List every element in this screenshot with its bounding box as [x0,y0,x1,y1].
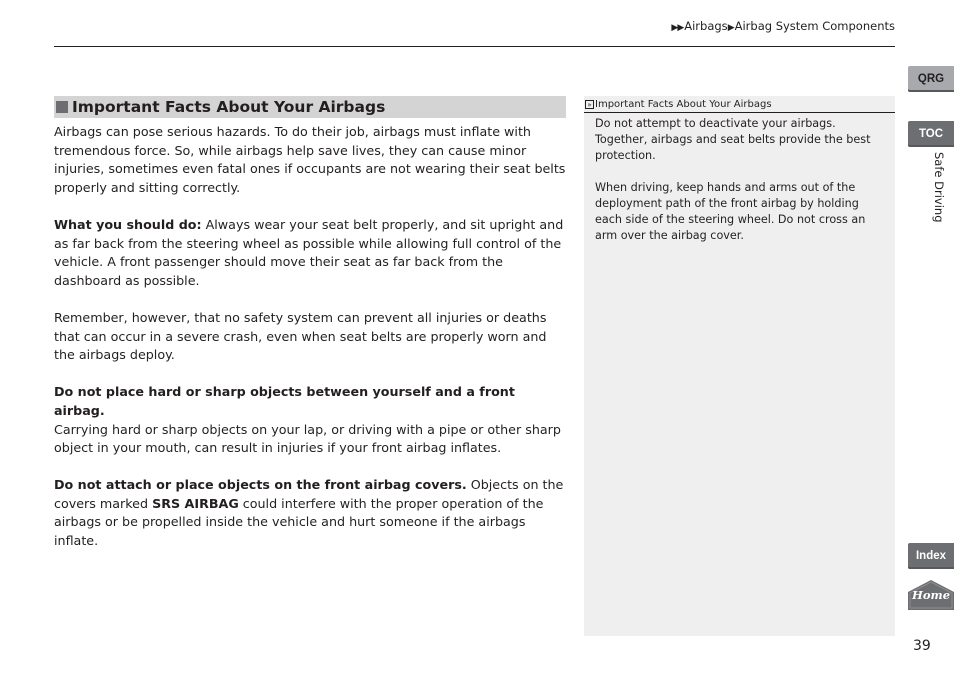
chapter-label: Safe Driving [932,152,946,223]
index-tab[interactable]: Index [908,543,954,569]
sharp-objects-text: Carrying hard or sharp objects on your lap, or driving with a pipe or other sharp object in your mouth, can result in injuries if your front airbag inflates. [54,421,561,456]
paragraph-what-to-do [54,216,566,290]
what-to-do-heading: What you should do: [54,216,202,232]
home-label: Home [911,588,951,602]
srs-airbag-label: SRS AIRBAG [152,495,239,511]
breadcrumb [671,19,895,33]
breadcrumb-airbags[interactable]: Airbags [684,19,728,33]
sidebar-heading-text: Important Facts About Your Airbags [595,98,772,110]
reference-arrow-icon: » [585,100,594,109]
sidebar-heading[interactable] [584,96,895,113]
airbag-covers-heading: Do not attach or place objects on the front airbag covers. [54,477,467,493]
paragraph-remember: Remember, however, that no safety system can prevent all injuries or deaths that can occur in a severe crash, even when seat belts are properly worn and the airbags deploy. [54,309,547,363]
sidebar-note [584,96,895,636]
breadcrumb-current: Airbag System Components [734,19,895,33]
sidebar-paragraph-hands: When driving, keep hands and arms out of the deployment path of the front airbag by holding each side of the steering wheel. Do not cross an arm over the airbag cover. [595,181,866,242]
section-header [54,96,566,118]
paragraph-airbag-covers [54,476,566,550]
paragraph-hazards: Airbags can pose serious hazards. To do their job, airbags must inflate with tremendous force. So, while airbags help save lives, they can cause minor injuries, sometimes even fatal ones if occupants are not wearing their seat belts properly and sitting correctly. [54,124,566,195]
toc-tab[interactable]: TOC [908,121,954,147]
section-square-icon [56,101,68,113]
header-rule [54,46,895,47]
page-number: 39 [913,638,931,654]
airbag-covers-text-2: could interfere with the proper operation of the airbags or be propelled inside the vehicle and hurt someone if the airbags inflate. [54,495,544,549]
breadcrumb-separator-icon: ▶ [727,23,734,33]
sharp-objects-heading: Do not place hard or sharp objects between yourself and a front airbag. [54,384,515,418]
qrg-tab[interactable]: QRG [908,66,954,92]
main-text [54,123,566,569]
paragraph-sharp-objects [54,383,566,457]
section-title: Important Facts About Your Airbags [72,98,386,116]
breadcrumb-arrow-icon: ▶▶ [671,23,684,33]
sidebar-paragraph-deactivate: Do not attempt to deactivate your airbags. Together, airbags and seat belts provide the best protection. [595,117,871,162]
home-button[interactable] [908,580,954,610]
airbag-covers-text-1: Objects on the covers marked [54,477,564,511]
sidebar-body [584,113,895,244]
what-to-do-text: Always wear your seat belt properly, and sit upright and as far back from the steering wheel as possible while allowing full control of the vehicle. A front passenger should move their seat as far back from the dashboard as possible. [54,216,564,288]
